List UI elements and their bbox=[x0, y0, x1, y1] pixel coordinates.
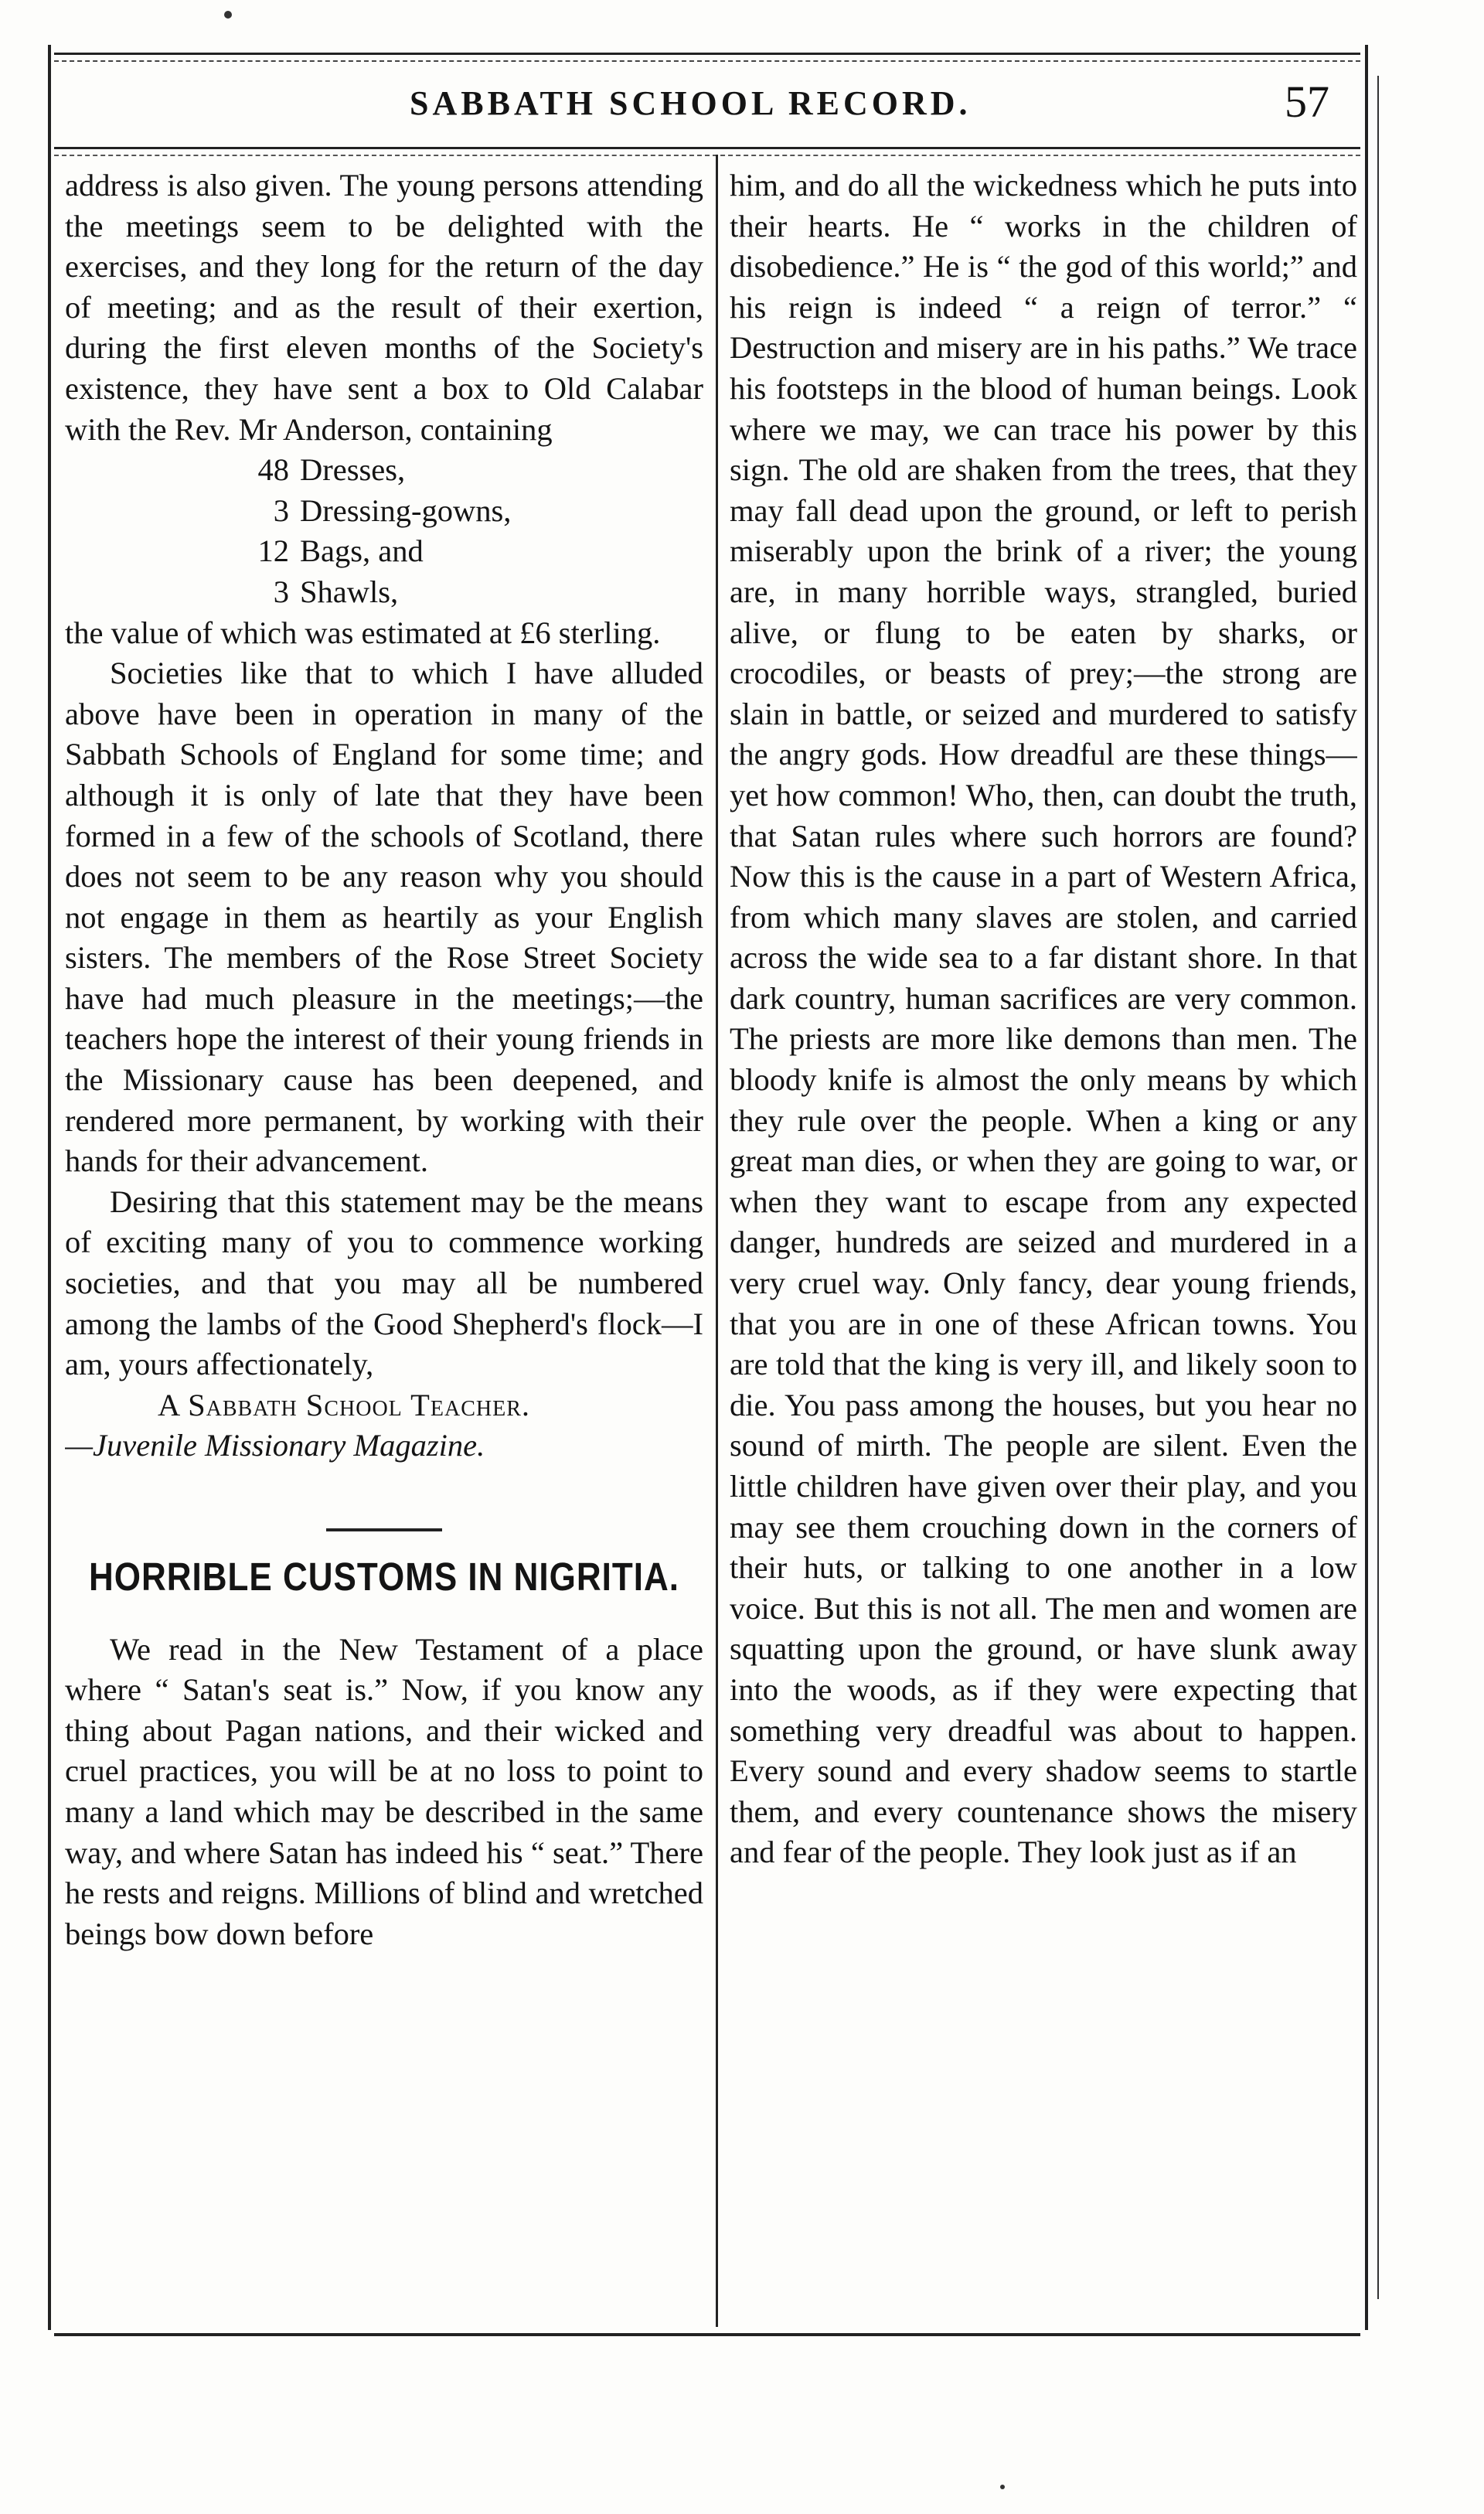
item-quantity: 48 bbox=[257, 452, 289, 488]
top-rule bbox=[54, 53, 1360, 55]
list-item bbox=[65, 450, 703, 491]
contents-list bbox=[65, 450, 703, 612]
item-label: Dresses, bbox=[300, 452, 406, 488]
paragraph: Societies like that to which I have alluded above have been in operation in many of the Sabbath Schools of England for some time; and although it is only of late that they have been formed in a few of the schools of Scotland, there does not seem to be any reason why you should not engage in them as heartily as your English sisters. The members of the Rose Street Society have had much pleasure in the meetings;—the teachers hope the interest of their young friends in the Missionary cause has been deepened, and rendered more permanent, by working with their hands for their advancement. bbox=[65, 656, 703, 1179]
column-divider bbox=[716, 155, 718, 2327]
ink-speck bbox=[1000, 2485, 1005, 2489]
left-column bbox=[65, 165, 703, 2322]
list-item bbox=[65, 491, 703, 532]
paragraph: the value of which was estimated at £6 sterling. bbox=[65, 615, 661, 650]
page-number: 57 bbox=[1285, 77, 1329, 127]
paragraph: Desiring that this statement may be the means of exciting many of you to commence working societies, and that you may all be numbered among the lambs of the Good Shepherd's flock—I am, yours affectionately, bbox=[65, 1184, 703, 1382]
list-item bbox=[65, 531, 703, 572]
source-credit: —Juvenile Missionary Magazine. bbox=[65, 1428, 485, 1463]
paragraph: him, and do all the wickedness which he puts into their hearts. He “ works in the children of disobedience.” He is “ the god of this world;” and his reign is indeed “ a reign of terror.” “ Destruction and misery are in his paths.” We trace his footsteps in the blood of human beings. Look where we may, we can trace his power by this sign. The old are shaken from the trees, that they may fall dead upon the ground, or left to perish miserably upon the brink of a river; the young are, in many horrible ways, strangled, buried alive, or flung to be eaten by sharks, or crocodiles, or beasts of prey;—the strong are slain in battle, or seized and murdered to satisfy the angry gods. How dreadful are these things—yet how common! Who, then, can doubt the truth, that Satan rules where such horrors are found? Now this is the cause in a part of Western Africa, from which many slaves are stolen, and carried across the wide sea to a far distant shore. In that dark country, human sacrifices are very common. The priests are more like demons than men. The bloody knife is almost the only means by which they rule over the people. When a king or any great man dies, or when they are going to war, or when they want to escape from any expected danger, hundreds are seized and murdered in a very cruel way. Only fancy, dear young friends, that you are in one of these African towns. You are told that the king is very ill, and likely soon to die. You pass among the houses, but you hear no sound of mirth. The people are silent. Even the little children have given over their play, and you may see them crouching down in the corners of their huts, or talking to one another in a low voice. But this is not all. The men and women are squatting upon the ground, or have slunk away into the woods, as if they were expecting that something very dreadful was about to happen. Every sound and every shadow seems to startle them, and every countenance shows the misery and fear of the people. They look just as if an bbox=[730, 168, 1357, 1870]
paragraph: We read in the New Testament of a place where “ Satan's seat is.” Now, if you know any thing about Pagan nations, and their wicked and cruel practices, you will be at no loss to point to many a land which may be described in the same way, and where Satan has indeed his “ seat.” There he rests and reigns. Millions of blind and wretched beings bow down before bbox=[65, 1631, 703, 1951]
page-header bbox=[54, 65, 1360, 150]
list-item bbox=[65, 572, 703, 613]
item-quantity: 3 bbox=[273, 574, 289, 609]
running-title: SABBATH SCHOOL RECORD. bbox=[410, 84, 972, 122]
top-rule-dashed bbox=[54, 60, 1360, 62]
header-rule bbox=[54, 147, 1360, 149]
header-rule-dashed bbox=[54, 155, 1360, 156]
paragraph: address is also given. The young persons attending the meetings seem to be delighted with the exercises, and they long for the return of the day of meeting; and as the result of their exertion, during the first eleven months of the Society's existence, they have sent a box to Old Calabar with the Rev. Mr Anderson, containing bbox=[65, 168, 703, 447]
ink-speck bbox=[224, 11, 232, 19]
signature: A Sabbath School Teacher. bbox=[158, 1387, 531, 1422]
right-column bbox=[730, 165, 1357, 2322]
section-divider bbox=[326, 1528, 442, 1531]
item-quantity: 3 bbox=[273, 492, 289, 528]
item-label: Bags, and bbox=[300, 533, 424, 569]
bottom-rule bbox=[54, 2333, 1360, 2336]
section-heading: HORRIBLE CUSTOMS IN NIGRITIA. bbox=[89, 1555, 679, 1599]
item-label: Dressing-gowns, bbox=[300, 492, 512, 528]
item-quantity: 12 bbox=[257, 533, 289, 569]
item-label: Shawls, bbox=[300, 574, 399, 609]
